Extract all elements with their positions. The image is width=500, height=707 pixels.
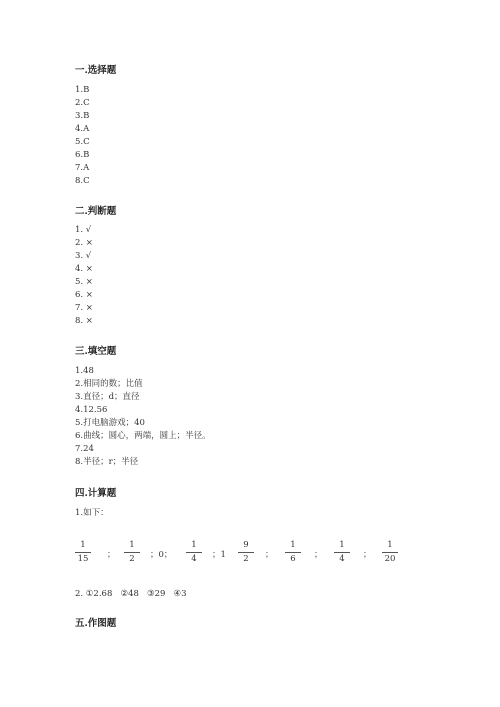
choice-answer-4: 4.A xyxy=(75,124,90,134)
judgement-answer-6: 6. × xyxy=(75,290,93,300)
fraction-3 xyxy=(181,540,207,565)
calc-intro: 1.如下： xyxy=(75,508,109,518)
separator-2: ；0； xyxy=(150,550,173,560)
fraction-2-denominator: 2 xyxy=(129,554,135,564)
fraction-6-denominator: 4 xyxy=(339,554,345,564)
fill-answer-4: 4.12.56 xyxy=(75,405,108,415)
fraction-7 xyxy=(377,540,403,565)
separator-5: ； xyxy=(314,550,323,560)
fraction-7-numerator: 1 xyxy=(387,540,393,550)
fraction-1-denominator: 15 xyxy=(77,554,89,564)
fraction-4-numerator: 9 xyxy=(243,540,249,550)
fraction-bar xyxy=(285,552,301,553)
fill-answer-2: 2.相同的数；比值 xyxy=(75,379,143,389)
fill-answer-1: 1.48 xyxy=(75,366,94,376)
choice-answer-1: 1.B xyxy=(75,85,90,95)
fraction-5-numerator: 1 xyxy=(290,540,296,550)
section-title-fill-blank: 三.填空题 xyxy=(75,346,117,357)
fraction-4-denominator: 2 xyxy=(243,554,249,564)
section-title-choice: 一.选择题 xyxy=(75,65,117,76)
fill-answer-7: 7.24 xyxy=(75,444,94,454)
fraction-7-denominator: 20 xyxy=(384,554,396,564)
fraction-6-numerator: 1 xyxy=(339,540,345,550)
judgement-answer-4: 4. × xyxy=(75,264,93,274)
judgement-answer-3: 3. √ xyxy=(75,251,92,261)
calc-answer-2: 2. ①2.68 ②48 ③29 ④3 xyxy=(75,589,187,599)
fraction-2-numerator: 1 xyxy=(129,540,135,550)
fraction-6 xyxy=(329,540,355,565)
choice-answer-2: 2.C xyxy=(75,98,90,108)
fill-answer-3: 3.直径；d；直径 xyxy=(75,392,140,402)
choice-answer-7: 7.A xyxy=(75,163,90,173)
fill-answer-8: 8.半径；r；半径 xyxy=(75,457,139,467)
separator-4: ； xyxy=(265,550,274,560)
fraction-1 xyxy=(70,540,96,565)
fraction-bar xyxy=(124,552,140,553)
section-title-drawing: 五.作图题 xyxy=(75,618,117,629)
fraction-3-numerator: 1 xyxy=(191,540,197,550)
choice-answer-8: 8.C xyxy=(75,176,90,186)
choice-answer-6: 6.B xyxy=(75,150,90,160)
fraction-bar xyxy=(186,552,202,553)
fraction-bar xyxy=(382,552,398,553)
fraction-bar xyxy=(238,552,254,553)
fraction-2 xyxy=(119,540,145,565)
fraction-5-denominator: 6 xyxy=(290,554,296,564)
fraction-bar xyxy=(75,552,91,553)
fraction-3-denominator: 4 xyxy=(191,554,197,564)
fraction-1-numerator: 1 xyxy=(80,540,86,550)
judgement-answer-8: 8. × xyxy=(75,316,93,326)
fraction-5 xyxy=(280,540,306,565)
choice-answer-3: 3.B xyxy=(75,111,90,121)
fraction-bar xyxy=(334,552,350,553)
separator-1: ； xyxy=(107,550,116,560)
separator-6: ； xyxy=(363,550,372,560)
section-title-calculation: 四.计算题 xyxy=(75,488,117,499)
judgement-answer-1: 1. √ xyxy=(75,225,92,235)
judgement-answer-5: 5. × xyxy=(75,277,93,287)
fill-answer-6: 6.曲线；圆心，两端，圆上；半径。 xyxy=(75,431,211,441)
fill-answer-5: 5.打电脑游戏；40 xyxy=(75,418,145,428)
fraction-4 xyxy=(233,540,259,565)
section-title-judgement: 二.判断题 xyxy=(75,206,117,217)
judgement-answer-2: 2. × xyxy=(75,238,93,248)
judgement-answer-7: 7. × xyxy=(75,303,93,313)
choice-answer-5: 5.C xyxy=(75,137,90,147)
separator-3: ；1 xyxy=(212,550,226,560)
